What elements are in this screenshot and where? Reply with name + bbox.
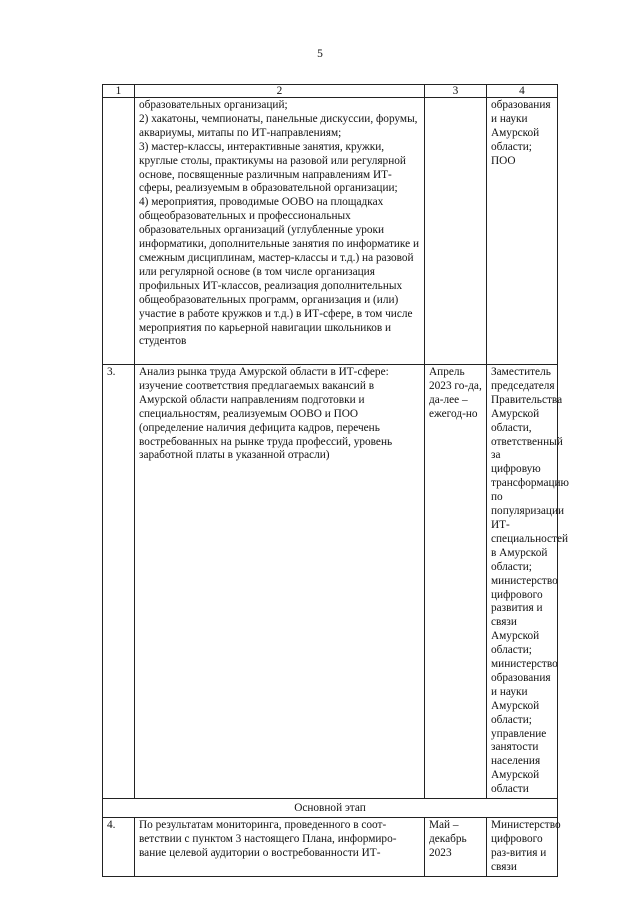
row-description: По результатам мониторинга, проведенного в соот-ветствии с пунктом 3 настоящего Плана, информиро-вание целевой аудитории о востребованности ИТ- bbox=[135, 818, 425, 877]
table-row bbox=[103, 98, 558, 365]
row-responsible: образования и науки Амурской области; ПОО bbox=[487, 98, 558, 365]
row-number: 3. bbox=[103, 365, 135, 799]
plan-table bbox=[102, 84, 569, 877]
row-number: 4. bbox=[103, 818, 135, 877]
row-description: образовательных организаций; 2) хакатоны, чемпионаты, панельные дискуссии, форумы, аквариумы, митапы по ИТ-направлениям; 3) мастер-классы, интерактивные занятия, кружки, круглые столы, практикумы на разовой или регулярной основе, посвященные различным направлениям ИТ-сферы, реализуемым в образовательной организации; 4) мероприятия, проводимые ООВО на площадках общеобразовательных и профессиональных образовательных организаций (углубленные уроки информатики, дополнительные занятия по информатике и смежным дисциплинам, мастер-классы и т.д.) на разовой или регулярной основе (в том числе организация профильных ИТ-классов, реализация дополнительных общеобразовательных программ, организация и (или) участие в работе кружков и т.д.) в ИТ-сфере, в том числе мероприятия по карьерной навигации школьников и студентов bbox=[135, 98, 425, 365]
stage-title: Основной этап bbox=[103, 799, 558, 818]
header-cell-2: 2 bbox=[135, 85, 425, 98]
row-deadline bbox=[425, 98, 487, 365]
table-row bbox=[103, 818, 558, 877]
header-cell-3: 3 bbox=[425, 85, 487, 98]
row-deadline: Май – декабрь 2023 bbox=[425, 818, 487, 877]
header-cell-4: 4 bbox=[487, 85, 558, 98]
table-header-row bbox=[103, 85, 558, 98]
table-row bbox=[103, 365, 558, 799]
header-cell-1: 1 bbox=[103, 85, 135, 98]
row-number bbox=[103, 98, 135, 365]
page-number: 5 bbox=[317, 48, 323, 60]
row-responsible: Заместитель председателя Правительства Амурской области, ответственный за цифровую трансформацию по популяризации ИТ-специальностей в Амурской области; министерство цифрового развития и связи Амурской области; министерство образования и науки Амурской области; управление занятости населения Амурской области bbox=[487, 365, 558, 799]
row-description: Анализ рынка труда Амурской области в ИТ-сфере: изучение соответствия предлагаемых вакансий в Амурской области направлениям подготовки и специальностям, реализуемым ООВО и ПОО (определение наличия дефицита кадров, перечень востребованных на рынке труда профессий, уровень заработной платы в указанной отрасли) bbox=[135, 365, 425, 799]
row-responsible: Министерство цифрового раз-вития и связи bbox=[487, 818, 558, 877]
row-deadline: Апрель 2023 го-да, да-лее – ежегод-но bbox=[425, 365, 487, 799]
stage-row bbox=[103, 799, 558, 818]
